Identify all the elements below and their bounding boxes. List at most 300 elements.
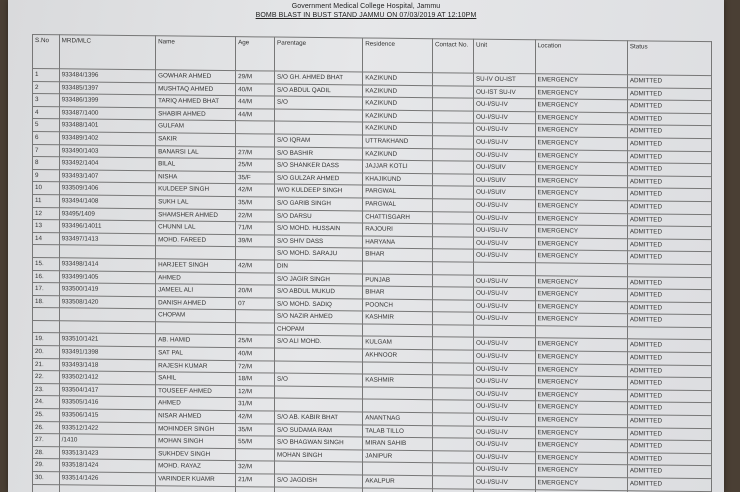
cell-unit: [473, 325, 535, 338]
cell-age: 12/M: [236, 385, 275, 398]
cell-age: [236, 323, 275, 336]
cell-parentage: S/O SHANKER DASS: [275, 159, 363, 173]
cell-parentage: S/O NAZIR AHMED: [275, 310, 363, 324]
cell-name: NISHA: [156, 171, 236, 184]
cell-mrd: 933499/1405: [59, 270, 155, 284]
cell-mrd: [59, 484, 155, 492]
cell-contact: [432, 85, 473, 98]
cell-residence: HARYANA: [363, 236, 433, 249]
cell-age: 35/F: [236, 171, 275, 184]
cell-unit: OU-I/SU-IV: [473, 413, 535, 426]
cell-residence: KAZIKUND: [363, 110, 433, 123]
cell-location: EMERGENCY: [535, 389, 627, 403]
cell-residence: KASHMIR: [363, 311, 433, 324]
cell-name: SUKH LAL: [156, 196, 236, 209]
cell-location: EMERGENCY: [535, 288, 627, 302]
cell-sno: 30.: [33, 472, 60, 485]
cell-residence: [363, 387, 433, 400]
cell-parentage: S/O JAGIR SINGH: [275, 273, 363, 287]
cell-age: 72/M: [236, 360, 275, 373]
cell-name: TOUSEEF AHMED: [156, 385, 236, 398]
col-age: Age: [236, 37, 275, 71]
cell-location: EMERGENCY: [535, 351, 627, 365]
cell-mrd: 933506/1415: [59, 409, 155, 423]
cell-mrd: 933502/1412: [59, 371, 155, 385]
cell-sno: [33, 320, 60, 333]
cell-name: SAHIL: [156, 372, 236, 385]
cell-age: 21/M: [236, 474, 275, 487]
cell-age: 22/M: [236, 209, 275, 222]
cell-mrd: 933491/1398: [59, 346, 155, 360]
cell-age: [236, 486, 275, 492]
col-contact: Contact No.: [432, 39, 473, 73]
cell-age: [236, 310, 275, 323]
cell-sno: 27.: [33, 434, 60, 447]
cell-residence: AKALPUR: [363, 475, 433, 488]
cell-contact: [432, 476, 473, 489]
cell-age: 25/M: [236, 159, 275, 172]
cell-age: 32/M: [236, 461, 275, 474]
col-location: Location: [535, 40, 627, 75]
cell-unit: OU-I/SU-IV: [473, 426, 535, 439]
cell-contact: [432, 362, 473, 375]
cell-contact: [432, 186, 473, 199]
cell-name: SAKIR: [156, 133, 236, 146]
cell-unit: OU-I/SU-IV: [473, 401, 535, 414]
cell-parentage: S/O: [275, 373, 363, 387]
cell-name: SHABIR AHMED: [156, 108, 236, 121]
cell-status: ADMITTED: [627, 453, 711, 466]
cell-residence: [363, 362, 433, 375]
col-sno: S.No: [33, 35, 60, 69]
cell-name: MOHD. FAREED: [156, 234, 236, 247]
cell-status: ADMITTED: [627, 465, 711, 478]
document-page: [8, 0, 724, 492]
cell-parentage: S/O DARSU: [275, 210, 363, 224]
cell-residence: RAJOURI: [363, 223, 433, 236]
cell-mrd: 933514/1426: [59, 472, 155, 486]
cell-name: GULFAM: [156, 120, 236, 133]
cell-location: EMERGENCY: [535, 137, 627, 151]
cell-name: KULDEEP SINGH: [156, 183, 236, 196]
cell-sno: 29.: [33, 459, 60, 472]
cell-status: ADMITTED: [627, 415, 711, 428]
cell-sno: 23.: [33, 383, 60, 396]
cell-status: ADMITTED: [627, 175, 711, 188]
cell-location: EMERGENCY: [535, 464, 627, 478]
cell-parentage: S/O GH. AHMED BHAT: [275, 71, 363, 85]
cell-residence: [363, 324, 433, 337]
cell-residence: CHATTISGARH: [363, 210, 433, 223]
cell-sno: 8: [33, 157, 60, 170]
patient-table: [32, 34, 712, 492]
cell-unit: OU-I/SU-IV: [473, 149, 535, 162]
cell-age: 71/M: [236, 222, 275, 235]
cell-unit: OU-I/SU-IV: [473, 312, 535, 325]
cell-unit: OU-I/SU-IV: [473, 375, 535, 388]
cell-mrd: 933497/1413: [59, 233, 155, 247]
cell-contact: [432, 375, 473, 388]
cell-location: EMERGENCY: [535, 112, 627, 126]
cell-location: EMERGENCY: [535, 237, 627, 251]
cell-mrd: [59, 245, 155, 259]
cell-unit: OU-I/SU-IV: [473, 338, 535, 351]
cell-name: TARIQ AHMED BHAT: [156, 95, 236, 108]
cell-name: HARJEET SINGH: [156, 259, 236, 272]
cell-mrd: 933510/1421: [59, 333, 155, 347]
cell-name: SHAMSHER AHMED: [156, 208, 236, 221]
cell-location: EMERGENCY: [535, 477, 627, 491]
cell-parentage: [275, 361, 363, 375]
cell-residence: [363, 488, 433, 492]
cell-age: 35/M: [236, 423, 275, 436]
cell-residence: TALAB TILLO: [363, 425, 433, 438]
incident-title: BOMB BLAST IN BUST STAND JAMMU ON 07/03/2019 AT 12:10PM: [255, 12, 477, 19]
cell-contact: [432, 173, 473, 186]
cell-contact: [432, 110, 473, 123]
cell-name: BILAL: [156, 158, 236, 171]
cell-mrd: 933518/1424: [59, 459, 155, 473]
cell-sno: 19.: [33, 333, 60, 346]
cell-location: EMERGENCY: [535, 300, 627, 314]
cell-residence: [363, 462, 433, 475]
cell-unit: [473, 262, 535, 275]
cell-sno: [33, 245, 60, 258]
cell-contact: [432, 161, 473, 174]
cell-sno: 25.: [33, 409, 60, 422]
cell-sno: 7: [33, 144, 60, 157]
cell-age: 42/M: [236, 411, 275, 424]
cell-location: EMERGENCY: [535, 250, 627, 264]
cell-residence: PARGWAL: [363, 198, 433, 211]
cell-unit: SU-IV OU-IST: [473, 73, 535, 86]
cell-residence: PUNJAB: [363, 273, 433, 286]
cell-parentage: [275, 121, 363, 135]
cell-mrd: 933493/1418: [59, 358, 155, 372]
cell-name: DANISH AHMED: [156, 296, 236, 309]
cell-parentage: S/O ALI MOHD.: [275, 336, 363, 350]
cell-unit: OU-I/SU-IV: [473, 136, 535, 149]
cell-unit: OU-I/SU-IV: [473, 199, 535, 212]
cell-unit: OU-I/SU-IV: [473, 476, 535, 489]
cell-location: [535, 263, 627, 277]
table-body: [33, 69, 712, 492]
cell-status: ADMITTED: [627, 201, 711, 214]
cell-location: EMERGENCY: [535, 401, 627, 415]
cell-sno: 14: [33, 232, 60, 245]
cell-contact: [432, 463, 473, 476]
cell-residence: KAZIKUND: [363, 72, 433, 85]
hospital-title: Government Medical College Hospital, Jammu: [291, 3, 441, 10]
cell-sno: 13: [33, 220, 60, 233]
cell-parentage: [275, 487, 363, 492]
cell-age: [236, 448, 275, 461]
cell-mrd: 933484/1396: [59, 69, 155, 83]
cell-location: EMERGENCY: [535, 376, 627, 390]
cell-age: 55/M: [236, 436, 275, 449]
col-residence: Residence: [363, 38, 433, 73]
cell-mrd: 933485/1397: [59, 81, 155, 95]
cell-location: EMERGENCY: [535, 74, 627, 88]
cell-residence: JANIPUR: [363, 450, 433, 463]
cell-status: ADMITTED: [627, 390, 711, 403]
cell-name: [156, 246, 236, 259]
cell-name: AHMED: [156, 397, 236, 410]
cell-residence: KAZIKUND: [363, 97, 433, 110]
cell-status: [627, 327, 711, 340]
cell-parentage: [275, 348, 363, 362]
cell-mrd: 933493/1407: [59, 170, 155, 184]
cell-location: EMERGENCY: [535, 275, 627, 289]
cell-mrd: 933509/1406: [59, 182, 155, 196]
cell-location: EMERGENCY: [535, 124, 627, 138]
cell-status: ADMITTED: [627, 188, 711, 201]
cell-sno: [33, 484, 60, 492]
cell-unit: OU-I/SU-IV: [473, 388, 535, 401]
cell-contact: [432, 438, 473, 451]
cell-residence: [363, 399, 433, 412]
cell-status: ADMITTED: [627, 138, 711, 151]
cell-parentage: S/O MOHD. HUSSAIN: [275, 222, 363, 236]
cell-mrd: 933500/1419: [59, 283, 155, 297]
cell-location: EMERGENCY: [535, 99, 627, 113]
cell-unit: OU-I/SU-IV: [473, 287, 535, 300]
cell-location: [535, 326, 627, 340]
cell-age: 42/M: [236, 184, 275, 197]
cell-contact: [432, 236, 473, 249]
cell-unit: OU-I/SUIV: [473, 186, 535, 199]
cell-parentage: S/O BASHIR: [275, 147, 363, 161]
cell-contact: [432, 249, 473, 262]
cell-residence: MIRAN SAHIB: [363, 437, 433, 450]
cell-mrd: 93495/1409: [59, 207, 155, 221]
col-mrd: MRD/MLC: [59, 35, 155, 70]
cell-parentage: S/O ABDUL QADIL: [275, 84, 363, 98]
cell-age: 40/M: [236, 83, 275, 96]
cell-status: ADMITTED: [627, 339, 711, 352]
cell-mrd: /1410: [59, 434, 155, 448]
col-name: Name: [156, 36, 236, 71]
cell-location: EMERGENCY: [535, 225, 627, 239]
cell-contact: [432, 325, 473, 338]
cell-status: ADMITTED: [627, 289, 711, 302]
cell-sno: 28.: [33, 446, 60, 459]
cell-parentage: S/O: [275, 96, 363, 110]
cell-sno: 26.: [33, 421, 60, 434]
cell-unit: OU-I/SU-IV: [473, 98, 535, 111]
cell-status: ADMITTED: [627, 478, 711, 491]
cell-mrd: 933496/14011: [59, 220, 155, 234]
cell-mrd: 933508/1420: [59, 295, 155, 309]
col-parentage: Parentage: [275, 37, 363, 72]
cell-residence: AKHNOOR: [363, 349, 433, 362]
cell-status: ADMITTED: [627, 226, 711, 239]
cell-name: VARINDER KUAMR: [156, 473, 236, 486]
cell-unit: OU-I/SU-IV: [473, 249, 535, 262]
cell-contact: [432, 337, 473, 350]
cell-parentage: S/O GARIB SINGH: [275, 197, 363, 211]
cell-contact: [432, 148, 473, 161]
cell-age: 20/M: [236, 285, 275, 298]
cell-location: EMERGENCY: [535, 452, 627, 466]
cell-contact: [432, 425, 473, 438]
cell-mrd: 933505/1416: [59, 396, 155, 410]
cell-status: ADMITTED: [627, 100, 711, 113]
cell-mrd: 933490/1403: [59, 144, 155, 158]
cell-sno: 9: [33, 169, 60, 182]
cell-status: ADMITTED: [627, 276, 711, 289]
cell-unit: OU-I/SU-IV: [473, 300, 535, 313]
cell-name: MUSHTAQ AHMED: [156, 82, 236, 95]
cell-status: ADMITTED: [627, 113, 711, 126]
cell-parentage: DIN: [275, 260, 363, 274]
cell-parentage: S/O MOHD. SARAJU: [275, 247, 363, 261]
cell-name: SUKHDEV SINGH: [156, 448, 236, 461]
col-unit: Unit: [473, 39, 535, 74]
cell-contact: [432, 274, 473, 287]
cell-age: 27/M: [236, 146, 275, 159]
cell-location: EMERGENCY: [535, 86, 627, 100]
cell-name: MOHD. RAYAZ: [156, 460, 236, 473]
cell-unit: OU-I/SUIV: [473, 161, 535, 174]
cell-status: ADMITTED: [627, 377, 711, 390]
cell-age: 25/M: [236, 335, 275, 348]
cell-unit: OU-I/SU-IV: [473, 224, 535, 237]
cell-location: EMERGENCY: [535, 200, 627, 214]
cell-contact: [432, 262, 473, 275]
cell-location: EMERGENCY: [535, 313, 627, 327]
cell-name: CHUNNI LAL: [156, 221, 236, 234]
cell-age: 07: [236, 297, 275, 310]
cell-parentage: S/O JAGDISH: [275, 474, 363, 488]
cell-name: AHMED: [156, 271, 236, 284]
cell-status: ADMITTED: [627, 75, 711, 88]
cell-parentage: MOHAN SINGH: [275, 449, 363, 463]
cell-sno: 24.: [33, 396, 60, 409]
cell-name: [156, 485, 236, 492]
cell-sno: 3: [33, 94, 60, 107]
cell-sno: 10: [33, 182, 60, 195]
cell-unit: OU-I/SU-IV: [473, 123, 535, 136]
cell-parentage: S/O GULZAR AHMED: [275, 172, 363, 186]
cell-unit: OU-I/SU-IV: [473, 275, 535, 288]
cell-parentage: S/O AB. KABIR BHAT: [275, 411, 363, 425]
cell-name: AB. HAMID: [156, 334, 236, 347]
cell-residence: UTTRAKHAND: [363, 135, 433, 148]
cell-contact: [432, 413, 473, 426]
cell-age: [236, 272, 275, 285]
cell-age: 29/M: [236, 71, 275, 84]
cell-residence: POONCH: [363, 299, 433, 312]
cell-sno: 20.: [33, 346, 60, 359]
cell-parentage: [275, 398, 363, 412]
cell-residence: KAZIKUND: [363, 122, 433, 135]
cell-unit: OU-I/SU-IV: [473, 350, 535, 363]
cell-age: 42/M: [236, 260, 275, 273]
cell-age: 39/M: [236, 234, 275, 247]
cell-location: EMERGENCY: [535, 162, 627, 176]
cell-contact: [432, 451, 473, 464]
cell-name: MOHAN SINGH: [156, 435, 236, 448]
cell-age: [236, 121, 275, 134]
cell-age: 44/M: [236, 108, 275, 121]
cell-sno: 17.: [33, 283, 60, 296]
cell-residence: KHAJIKUND: [363, 173, 433, 186]
cell-age: 31/M: [236, 398, 275, 411]
cell-contact: [432, 199, 473, 212]
cell-sno: [33, 308, 60, 321]
cell-parentage: S/O BHAGWAN SINGH: [275, 436, 363, 450]
cell-residence: KAZIKUND: [363, 148, 433, 161]
cell-parentage: S/O SUDAMA RAM: [275, 424, 363, 438]
cell-mrd: 933489/1402: [59, 132, 155, 146]
cell-contact: [432, 136, 473, 149]
cell-mrd: 933486/1399: [59, 94, 155, 108]
cell-mrd: 933498/1414: [59, 258, 155, 272]
cell-parentage: W/O KULDEEP SINGH: [275, 184, 363, 198]
cell-status: ADMITTED: [627, 125, 711, 138]
cell-parentage: [275, 461, 363, 475]
cell-location: EMERGENCY: [535, 175, 627, 189]
cell-contact: [432, 98, 473, 111]
cell-residence: ANANTNAG: [363, 412, 433, 425]
cell-unit: OU-I/SU-IV: [473, 212, 535, 225]
cell-mrd: 933494/1408: [59, 195, 155, 209]
cell-location: EMERGENCY: [535, 414, 627, 428]
cell-parentage: S/O SHIV DASS: [275, 235, 363, 249]
cell-name: GOWHAR AHMED: [156, 70, 236, 83]
cell-status: ADMITTED: [627, 251, 711, 264]
cell-contact: [432, 224, 473, 237]
cell-status: ADMITTED: [627, 213, 711, 226]
cell-parentage: S/O MOHD. SADIQ: [275, 298, 363, 312]
cell-parentage: [275, 109, 363, 123]
cell-unit: OU-I/SU-IV: [473, 237, 535, 250]
cell-sno: 22.: [33, 371, 60, 384]
cell-contact: [432, 299, 473, 312]
cell-location: EMERGENCY: [535, 212, 627, 226]
cell-name: JAMEEL ALI: [156, 284, 236, 297]
cell-unit: OU-I/SU-IV: [473, 438, 535, 451]
cell-location: EMERGENCY: [535, 149, 627, 163]
cell-name: SAT PAL: [156, 347, 236, 360]
cell-parentage: S/O IQRAM: [275, 134, 363, 148]
cell-contact: [432, 388, 473, 401]
cell-residence: KASHMIR: [363, 374, 433, 387]
cell-mrd: [59, 321, 155, 335]
cell-unit: OU-I/SUIV: [473, 174, 535, 187]
cell-location: EMERGENCY: [535, 439, 627, 453]
cell-status: ADMITTED: [627, 427, 711, 440]
cell-residence: KULGAM: [363, 336, 433, 349]
cell-mrd: 933488/1401: [59, 119, 155, 133]
cell-residence: KAZIKUND: [363, 85, 433, 98]
cell-status: ADMITTED: [627, 364, 711, 377]
cell-unit: OU-I/SU-IV: [473, 464, 535, 477]
cell-residence: BIHAR: [363, 286, 433, 299]
cell-location: EMERGENCY: [535, 187, 627, 201]
cell-contact: [432, 488, 473, 492]
cell-location: EMERGENCY: [535, 363, 627, 377]
cell-mrd: 933492/1404: [59, 157, 155, 171]
cell-mrd: 933512/1422: [59, 421, 155, 435]
cell-sno: 6: [33, 131, 60, 144]
cell-parentage: [275, 386, 363, 400]
cell-contact: [432, 123, 473, 136]
cell-name: NISAR AHMED: [156, 410, 236, 423]
cell-sno: 4: [33, 106, 60, 119]
cell-name: BANARSI LAL: [156, 145, 236, 158]
